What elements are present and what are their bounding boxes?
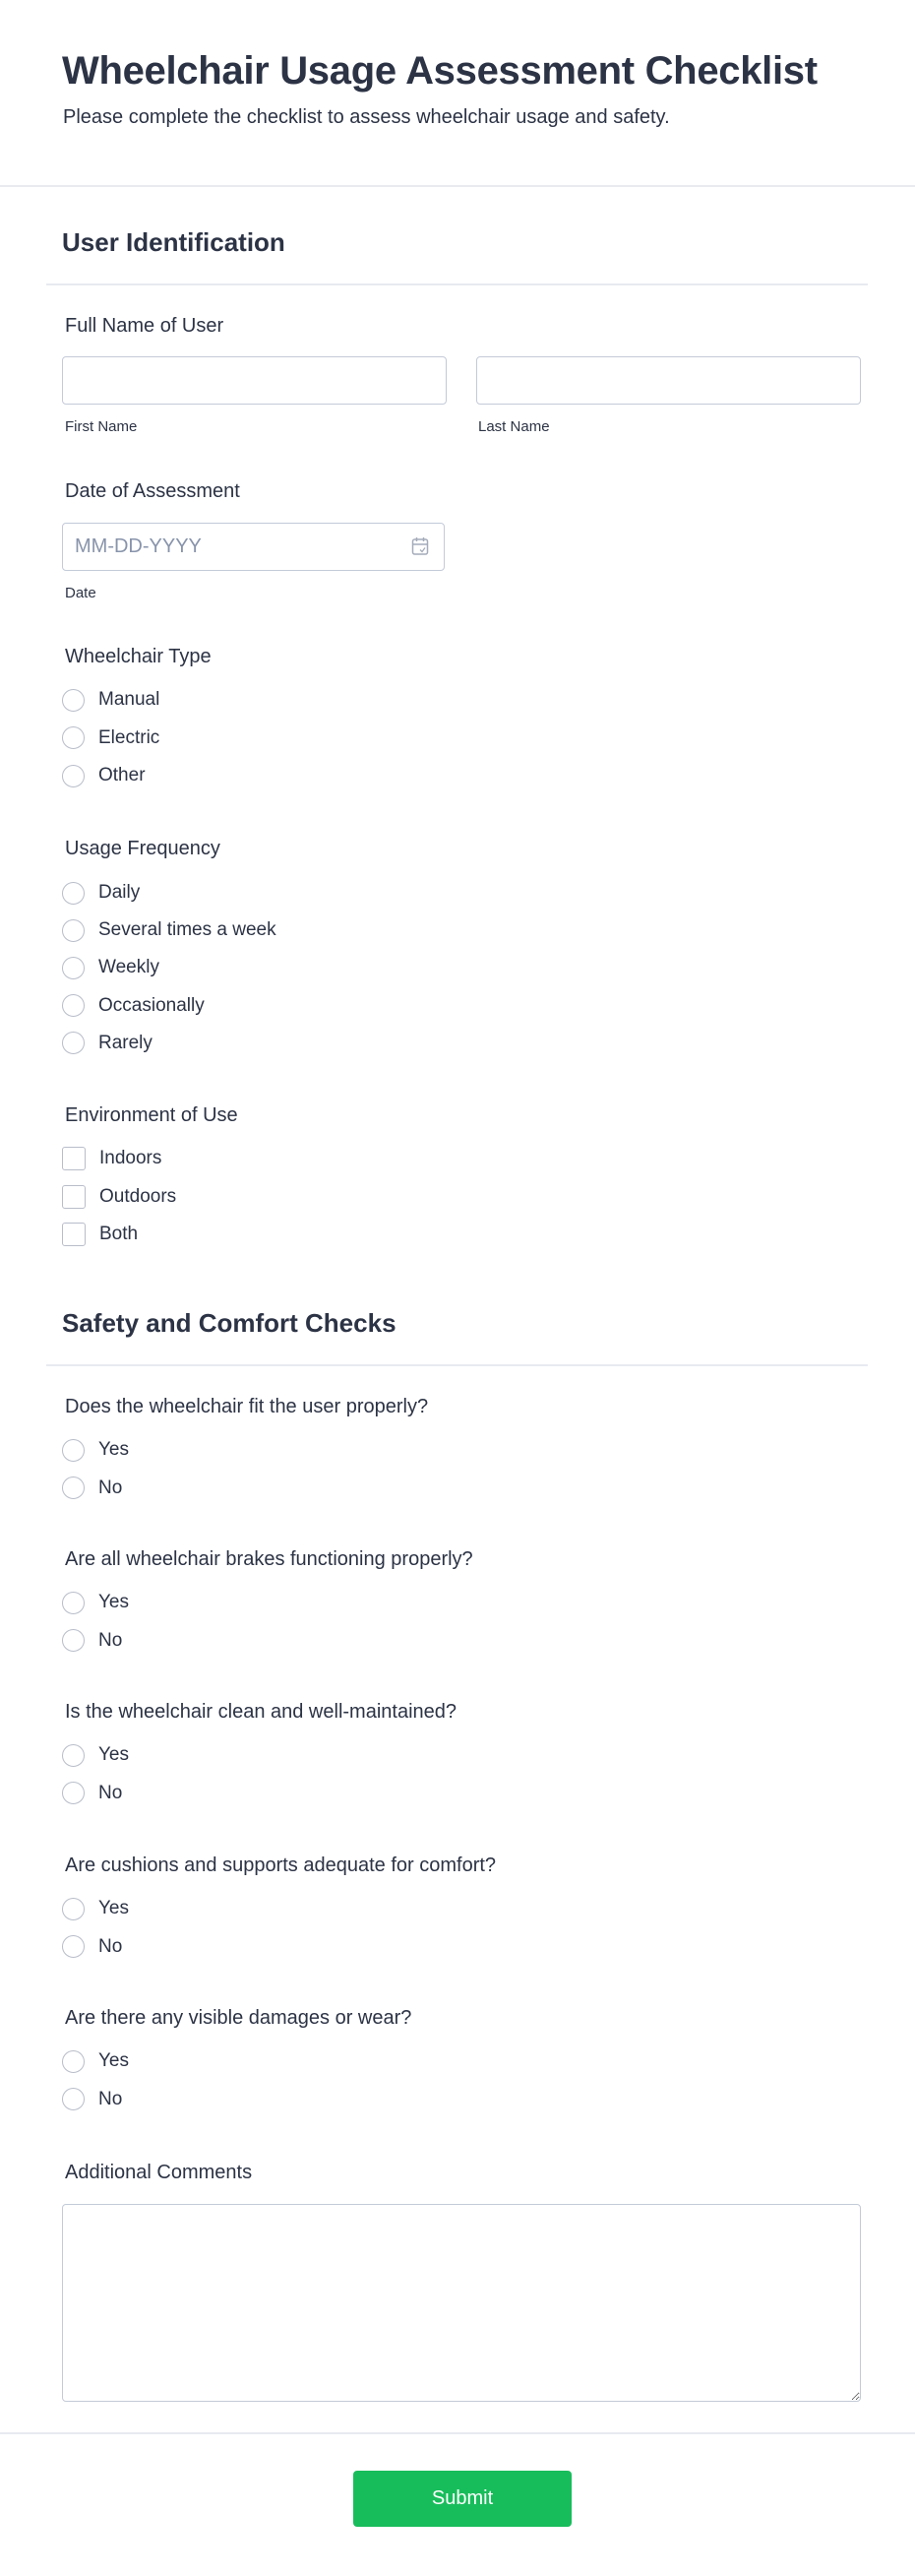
radio-button[interactable]	[62, 919, 85, 942]
radio-button[interactable]	[62, 726, 85, 749]
radio-button[interactable]	[62, 1782, 85, 1804]
usage-frequency-option[interactable]	[62, 955, 159, 980]
option-label: Weekly	[98, 957, 159, 978]
radio-button[interactable]	[62, 765, 85, 787]
section-divider	[46, 1364, 868, 1366]
question-3-option[interactable]	[62, 1742, 129, 1768]
environment-option[interactable]	[62, 1222, 138, 1247]
comments-label: Additional Comments	[65, 2162, 253, 2183]
environment-label: Environment of Use	[65, 1104, 238, 1126]
checkbox[interactable]	[62, 1185, 86, 1209]
checkbox[interactable]	[62, 1147, 86, 1170]
last-name-input[interactable]	[476, 356, 861, 405]
radio-button[interactable]	[62, 1744, 85, 1767]
option-label: Daily	[98, 882, 141, 903]
section-divider	[46, 283, 868, 285]
option-label: Yes	[98, 1898, 129, 1918]
question-2-option[interactable]	[62, 1628, 122, 1654]
option-label: Yes	[98, 1744, 129, 1765]
option-label: Outdoors	[99, 1185, 177, 1207]
option-label: Indoors	[99, 1148, 162, 1168]
question-4-option[interactable]	[62, 1896, 129, 1921]
full-name-label: Full Name of User	[65, 315, 224, 337]
option-label: No	[98, 1476, 123, 1498]
option-label: Several times a week	[98, 919, 276, 941]
option-label: Occasionally	[98, 994, 205, 1016]
option-label: Yes	[98, 2050, 129, 2071]
last-name-sublabel: Last Name	[478, 418, 550, 435]
environment-option[interactable]	[62, 1146, 161, 1171]
wheelchair-type-option[interactable]	[62, 763, 146, 788]
wheelchair-type-option[interactable]	[62, 725, 159, 751]
option-label: Both	[99, 1224, 139, 1244]
radio-button[interactable]	[62, 2088, 85, 2110]
radio-button[interactable]	[62, 689, 85, 712]
question-5-option[interactable]	[62, 2048, 129, 2074]
question-1-option[interactable]	[62, 1476, 122, 1501]
option-label: Yes	[98, 1592, 129, 1612]
section-safety-comfort: Safety and Comfort Checks	[62, 1308, 396, 1338]
usage-frequency-option[interactable]	[62, 917, 276, 943]
radio-button[interactable]	[62, 1592, 85, 1614]
question-5-label: Are there any visible damages or wear?	[65, 2007, 412, 2029]
radio-button[interactable]	[62, 1032, 85, 1054]
option-label: No	[98, 1629, 123, 1651]
question-4-option[interactable]	[62, 1934, 122, 1960]
question-2-option[interactable]	[62, 1590, 129, 1615]
question-5-option[interactable]	[62, 2087, 122, 2112]
radio-button[interactable]	[62, 1898, 85, 1920]
checkbox[interactable]	[62, 1223, 86, 1246]
radio-button[interactable]	[62, 882, 85, 905]
date-sublabel: Date	[65, 585, 96, 601]
environment-option[interactable]	[62, 1184, 176, 1210]
question-1-option[interactable]	[62, 1437, 129, 1463]
option-label: Yes	[98, 1439, 129, 1460]
wheelchair-type-option[interactable]	[62, 687, 159, 713]
option-label: No	[98, 1782, 123, 1803]
date-label: Date of Assessment	[65, 480, 240, 502]
usage-frequency-option[interactable]	[62, 993, 205, 1019]
date-input[interactable]	[62, 523, 445, 571]
form-subtitle: Please complete the checklist to assess wheelchair usage and safety.	[63, 106, 670, 128]
question-4-label: Are cushions and supports adequate for comfort?	[65, 1854, 497, 1876]
radio-button[interactable]	[62, 1476, 85, 1499]
radio-button[interactable]	[62, 2050, 85, 2073]
option-label: Other	[98, 765, 146, 785]
radio-button[interactable]	[62, 1439, 85, 1462]
question-1-label: Does the wheelchair fit the user properly?	[65, 1396, 429, 1417]
calendar-icon[interactable]	[411, 536, 429, 556]
option-label: No	[98, 2088, 123, 2109]
question-3-option[interactable]	[62, 1781, 122, 1806]
option-label: Electric	[98, 726, 160, 748]
radio-button[interactable]	[62, 957, 85, 979]
radio-button[interactable]	[62, 994, 85, 1017]
form-title: Wheelchair Usage Assessment Checklist	[62, 49, 818, 93]
question-3-label: Is the wheelchair clean and well-maintained?	[65, 1701, 458, 1723]
usage-frequency-option[interactable]	[62, 1031, 152, 1056]
option-label: Rarely	[98, 1032, 152, 1053]
first-name-sublabel: First Name	[65, 418, 138, 435]
submit-button[interactable]: Submit	[353, 2471, 572, 2527]
comments-textarea[interactable]	[62, 2204, 861, 2402]
footer-divider	[0, 2432, 915, 2434]
radio-button[interactable]	[62, 1629, 85, 1652]
question-2-label: Are all wheelchair brakes functioning properly?	[65, 1548, 473, 1570]
usage-frequency-label: Usage Frequency	[65, 838, 220, 859]
option-label: Manual	[98, 689, 160, 710]
wheelchair-type-label: Wheelchair Type	[65, 646, 212, 667]
section-user-identification: User Identification	[62, 227, 285, 257]
first-name-input[interactable]	[62, 356, 447, 405]
radio-button[interactable]	[62, 1935, 85, 1958]
header-divider	[0, 185, 915, 187]
option-label: No	[98, 1935, 123, 1957]
usage-frequency-option[interactable]	[62, 880, 140, 906]
